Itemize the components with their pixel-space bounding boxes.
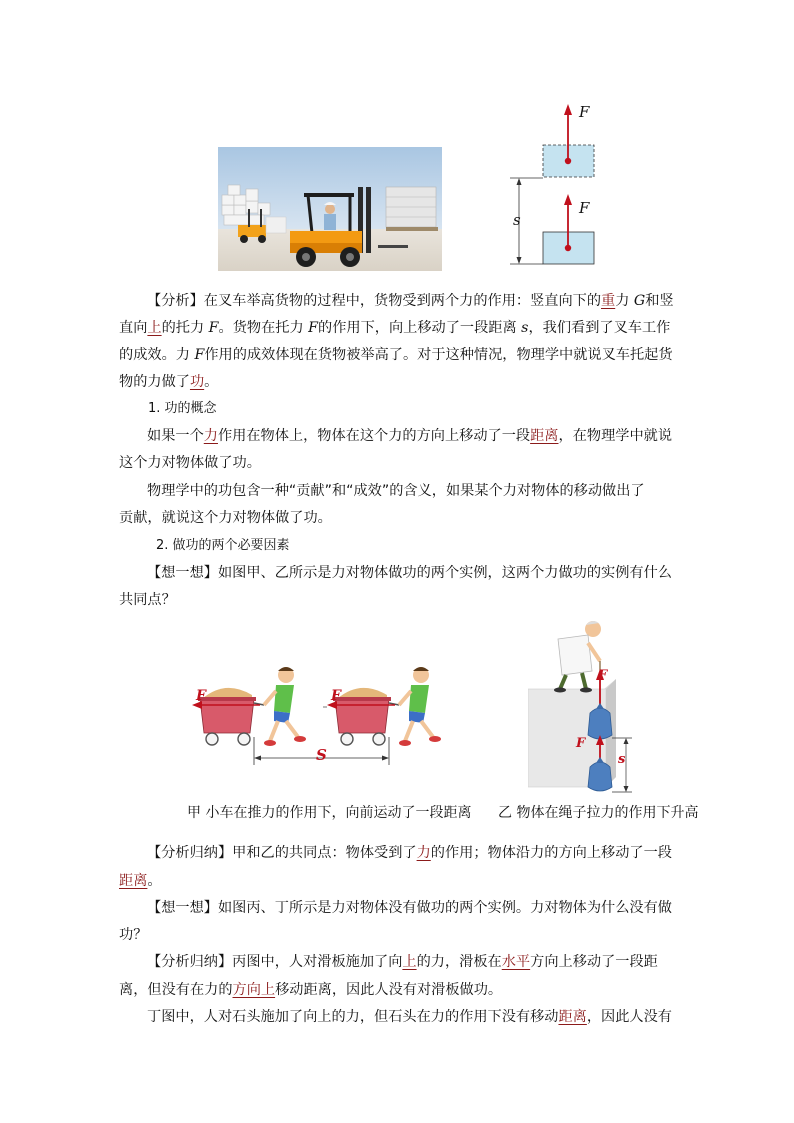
para7-line1: 【分析归纳】丙图中，人对滑板施加了向上的力，滑板在水平方向上移动了一段距 (147, 954, 658, 970)
para1-line4: 物的力做了功。 (119, 374, 219, 390)
cart-distance-label: S (316, 746, 327, 764)
bag-force-label-1: F (598, 668, 608, 683)
para5-line1: 【分析归纳】甲和乙的共同点：物体受到了力的作用；物体沿力的方向上移动了一段 (147, 845, 672, 861)
para6-line2: 功？ (119, 927, 148, 943)
para2-line2: 这个力对物体做了功。 (119, 455, 261, 471)
para3-line2: 贡献，就说这个力对物体做了功。 (119, 510, 332, 526)
para4-line1: 【想一想】如图甲、乙所示是力对物体做功的两个实例，这两个力做功的实例有什么 (147, 565, 672, 581)
para4-line2: 共同点？ (119, 592, 176, 608)
force-diagram (505, 100, 605, 272)
para5-line2: 距离。 (119, 873, 162, 889)
cart-1 (198, 688, 264, 745)
para6-line1: 【想一想】如图丙、丁所示是力对物体没有做功的两个实例。力对物体为什么没有做 (147, 900, 672, 916)
scientist (554, 621, 601, 693)
force-arrow-top (564, 104, 572, 115)
heading-two-factors: 2. 做功的两个必要因素 (156, 538, 290, 553)
boy-2 (399, 667, 441, 746)
para7-line2: 离，但没有在力的方向上移动距离，因此人没有对滑板做功。 (119, 982, 503, 998)
para1-line3: 的成效。力 F作用的成效体现在货物被举高了。对于这种情况，物理学中就说叉车托起货 (119, 347, 673, 363)
para1-line1: 【分析】在叉车举高货物的过程中，货物受到两个力的作用：竖直向下的重力 G和竖 (147, 293, 674, 309)
boy-1 (264, 667, 306, 746)
cart-force-label-1: F (196, 688, 206, 704)
para8-line1: 丁图中，人对石头施加了向上的力，但石头在力的作用下没有移动距离，因此人没有 (147, 1009, 672, 1025)
bag-force-label-2: F (576, 736, 586, 751)
forklift-photo (218, 147, 442, 271)
force-label-top: F (579, 103, 590, 121)
cart-2 (333, 688, 399, 745)
para1-line2: 直向上的托力 F。货物在托力 F的作用下，向上移动了一段距离 s，我们看到了叉车工作 (119, 320, 671, 336)
heading-work-concept: 1. 功的概念 (148, 401, 217, 416)
distance-label: s (513, 211, 521, 229)
force-arrow-bottom (564, 194, 572, 205)
bag-distance-label: s (618, 752, 626, 767)
para3-line1: 物理学中的功包含一种“贡献”和“成效”的含义，如果某个力对物体的移动做出了 (147, 483, 645, 499)
lift-bag-figure (528, 617, 648, 797)
para2-line1: 如果一个力作用在物体上，物体在这个力的方向上移动了一段距离，在物理学中就说 (147, 428, 673, 444)
cart-push-figure (190, 655, 466, 770)
cart-force-label-2: F (331, 688, 341, 704)
force-label-bottom: F (579, 199, 590, 217)
caption-yi: 乙 物体在绳子拉力的作用下升高 (498, 805, 699, 821)
caption-jia: 甲 小车在推力的作用下，向前运动了一段距离 (187, 805, 472, 821)
